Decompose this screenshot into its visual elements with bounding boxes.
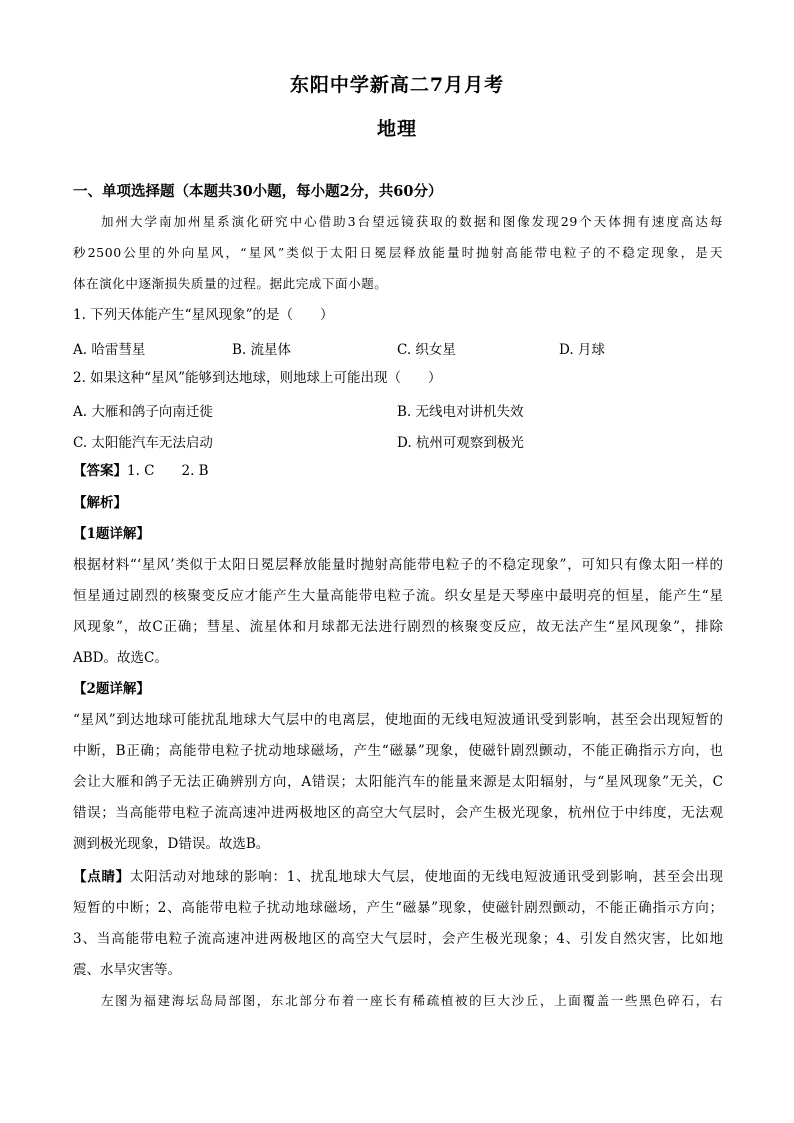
q1-option-b: B. 流星体	[232, 342, 292, 358]
detail2-label: 【2题详解】	[73, 681, 150, 697]
q2-option-c: C. 太阳能汽车无法启动	[73, 435, 213, 451]
detail1-label: 【1题详解】	[73, 526, 150, 542]
q2-option-d: D. 杭州可观察到极光	[397, 435, 524, 451]
detail1-line-4: ABD。故选C。	[73, 650, 168, 666]
detail2-line-2: 中断，B正确；高能带电粒子扰动地球磁场，产生“磁暴”现象，使磁针剧烈颤动，不能正确指示方向，也	[73, 743, 723, 759]
detail1-line-3: 风现象”，故C正确；彗星、流星体和月球都无法进行剧烈的核聚变反应，故无法产生“星风现象”，排除	[73, 619, 723, 635]
tip-label: 【点睛】	[73, 869, 131, 885]
detail2-line-3: 会让大雁和鸽子无法正确辨别方向，A错误；太阳能汽车的能量来源是太阳辐射，与“星风现象”无关，C	[73, 774, 723, 790]
section-heading: 一、单项选择题（本题共30小题，每小题2分，共60分）	[73, 183, 443, 200]
answer-text: 1. C 2. B	[127, 463, 209, 479]
q1-option-c: C. 织女星	[397, 342, 456, 358]
tip-line-1: 【点睛】太阳活动对地球的影响：1、扰乱地球大气层，使地面的无线电短波通讯受到影响，甚至会出现	[73, 869, 723, 885]
material1-line-2: 秒2500公里的外向星风，“星风”类似于太阳日冕层释放能量时抛射高能带电粒子的不稳定现象，是天	[73, 245, 723, 260]
tip-line-2: 短暂的中断；2、高能带电粒子扰动地球磁场，产生“磁暴”现象，使磁针剧烈颤动，不能正确指示方向；	[73, 900, 723, 916]
analysis-label: 【解析】	[73, 495, 127, 511]
detail2-line-5: 测到极光现象，D错误。故选B。	[73, 836, 270, 852]
detail1-line-2: 恒星通过剧烈的核聚变反应才能产生大量高能带电粒子流。织女星是天琴座中最明亮的恒星，能产生“星	[73, 588, 723, 604]
q2-stem: 2. 如果这种“星风”能够到达地球，则地球上可能出现（ ）	[73, 370, 442, 386]
detail1-line-1: 根据材料“‘星风’类似于太阳日冕层释放能量时抛射高能带电粒子的不稳定现象”，可知只有像太阳一样的	[73, 557, 723, 573]
q2-option-a: A. 大雁和鸽子向南迁徙	[73, 404, 213, 420]
q2-option-b: B. 无线电对讲机失效	[397, 404, 524, 420]
tip-line-4: 震、水旱灾害等。	[73, 962, 181, 978]
q1-option-a: A. 哈雷彗星	[73, 342, 146, 358]
answer-label: 【答案】	[73, 463, 127, 479]
detail2-line-1: “星风”到达地球可能扰乱地球大气层中的电离层，使地面的无线电短波通讯受到影响，甚至会出现短暂的	[73, 712, 723, 728]
detail2-line-4: 错误；当高能带电粒子流高速冲进两极地区的高空大气层时，会产生极光现象，杭州位于中纬度，无法观	[73, 805, 723, 821]
exam-title: 东阳中学新高二7月月考	[289, 74, 505, 96]
material1-line-1: 加州大学南加州星系演化研究中心借助3台望远镜获取的数据和图像发现29个天体拥有速度高达每	[101, 214, 723, 229]
q1-option-d: D. 月球	[559, 342, 605, 358]
answer-line	[73, 462, 723, 480]
material1-line-3: 体在演化中逐渐损失质量的过程。据此完成下面小题。	[73, 276, 388, 291]
tip-line-3: 3、当高能带电粒子流高速冲进两极地区的高空大气层时，会产生极光现象；4、引发自然灾害，比如地	[73, 931, 723, 947]
subject-title: 地理	[376, 118, 417, 140]
q1-stem: 1. 下列天体能产生“星风现象”的是（ ）	[73, 307, 334, 323]
material2-line-1: 左图为福建海坛岛局部图，东北部分布着一座长有稀疏植被的巨大沙丘，上面覆盖一些黑色碎石，右	[101, 993, 723, 1008]
